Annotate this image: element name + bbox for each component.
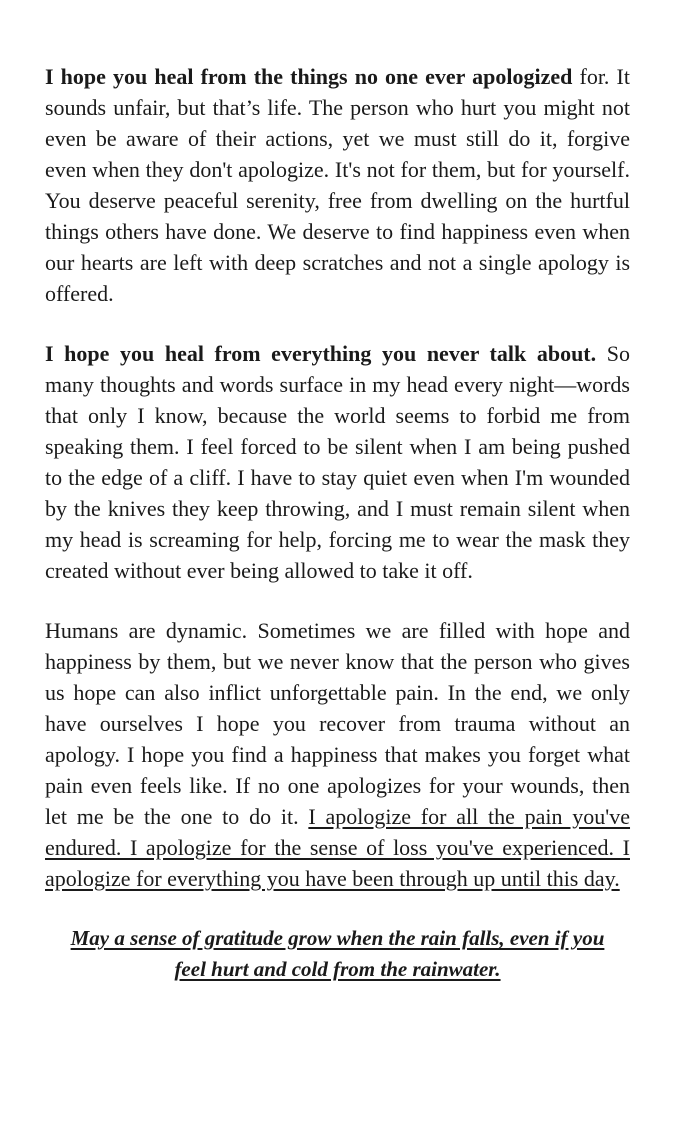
closing-quote: May a sense of gratitude grow when the rain falls, even if you feel hurt and cold from the rainwater. xyxy=(70,926,605,981)
paragraph-body-3: Humans are dynamic. Sometimes we are filled with hope and happiness by them, but we never know that the person who gives us hope can also inflict unforgettable pain. In the end, we only have ourselves I hope you recover from trauma without an apology. I hope you find a happiness that makes you forget what pain even feels like. If no one apologizes for your wounds, then let me be the one to do it. xyxy=(45,618,630,829)
paragraph-lead-2: I hope you heal from everything you never talk about. xyxy=(45,341,597,366)
paragraph-humans-dynamic xyxy=(45,615,630,894)
paragraph-heal-unapologized xyxy=(45,61,630,309)
paragraph-body-1: for. It sounds unfair, but that’s life. The person who hurt you might not even be aware of their actions, yet we must still do it, forgive even when they don't apologize. It's not for them, but for yourself. You deserve peaceful serenity, free from dwelling on the hurtful things others have done. We deserve to find happiness even when our hearts are left with deep scratches and not a single apology is offered. xyxy=(45,64,630,306)
paragraph-body-2: So many thoughts and words surface in my head every night—words that only I know, because the world seems to forbid me from speaking them. I feel forced to be silent when I am being pushed to the edge of a cliff. I have to stay quiet even when I'm wounded by the knives they keep throwing, and I must remain silent when my head is screaming for help, forcing me to wear the mask they created without ever being allowed to take it off. xyxy=(45,341,630,583)
paragraph-heal-unspoken xyxy=(45,338,630,586)
apology-underlined-text: I apologize for all the pain you've endured. I apologize for the sense of loss you've experienced. I apologize for everything you have been through up until this day. xyxy=(45,804,631,891)
document-page xyxy=(45,61,630,985)
paragraph-lead-1: I hope you heal from the things no one ever apologized xyxy=(45,64,573,89)
